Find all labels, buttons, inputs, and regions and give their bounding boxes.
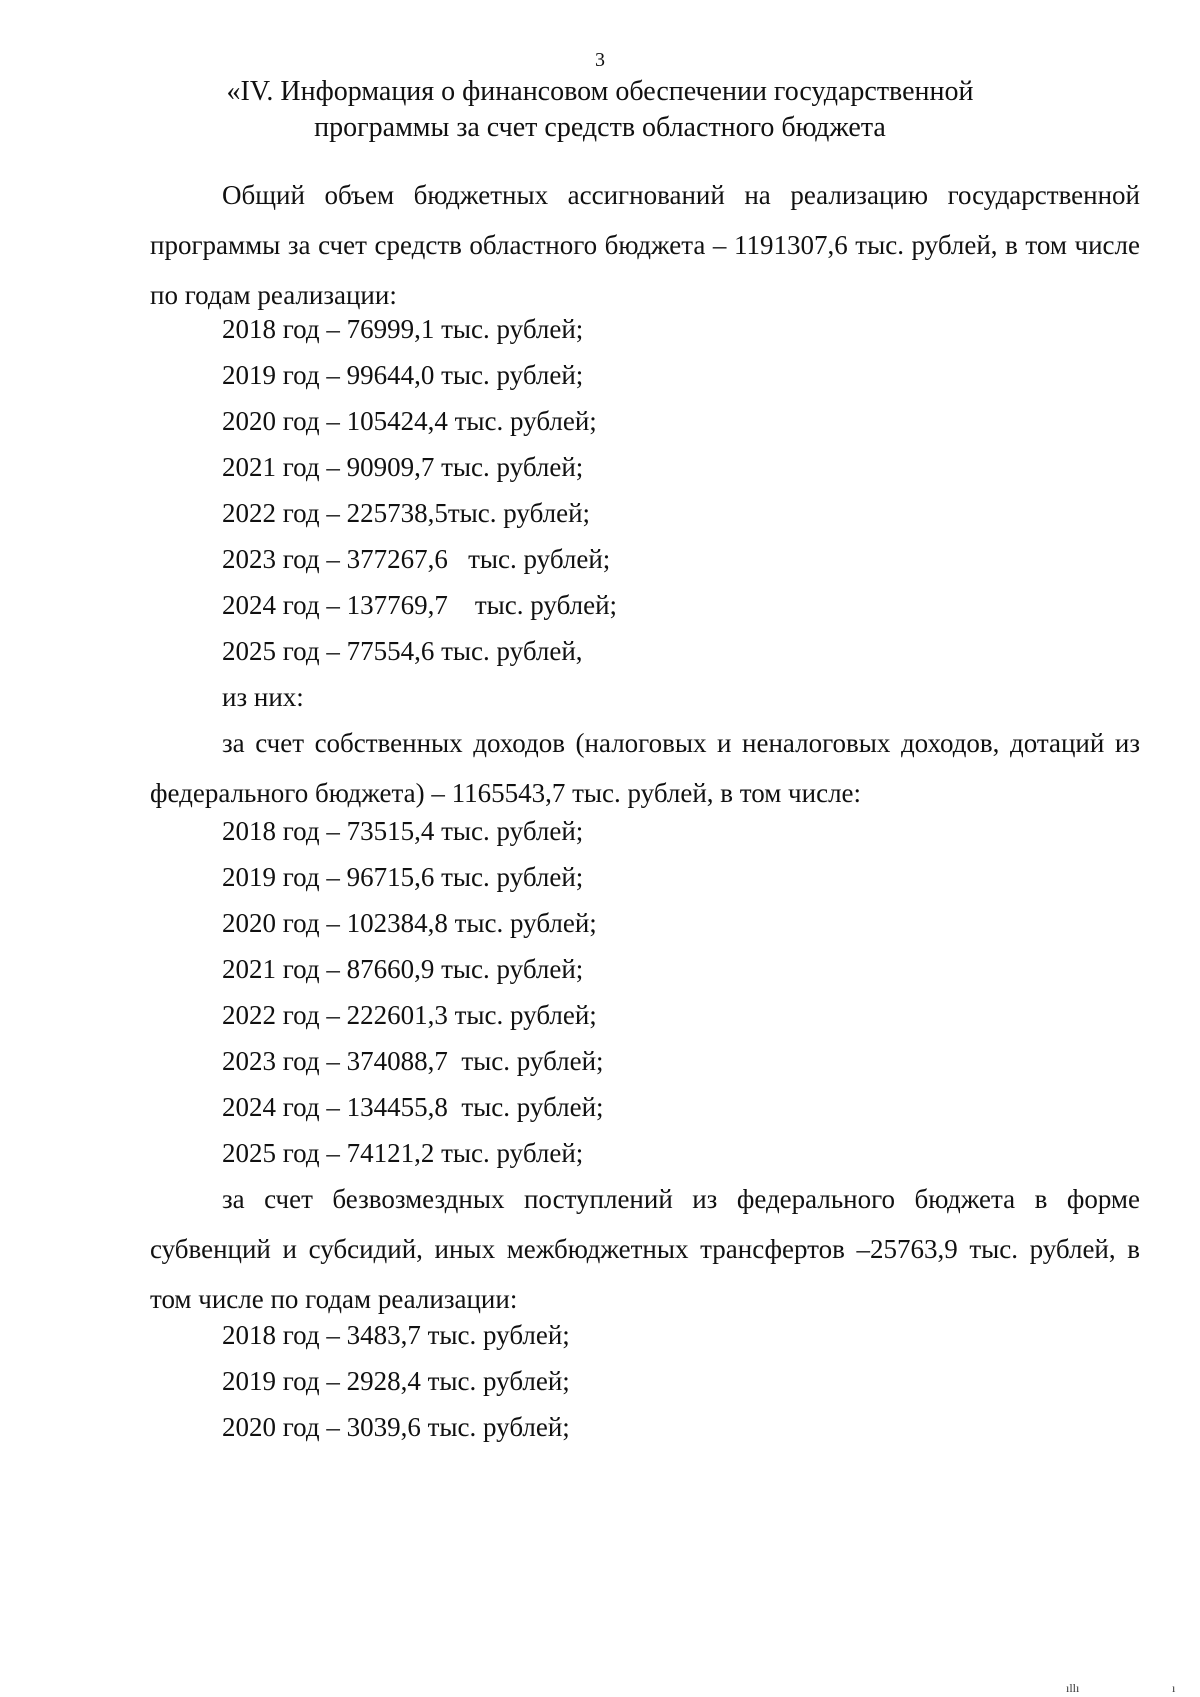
page-number: 3: [595, 49, 605, 71]
of-them-label: из них:: [222, 682, 304, 712]
federal-paragraph: [150, 1174, 1140, 1324]
own-year-2020: 2020 год – 102384,8 тыс. рублей;: [222, 908, 597, 938]
total-year-2019: 2019 год – 99644,0 тыс. рублей;: [222, 360, 584, 390]
section-title-line-1: «IV. Информация о финансовом обеспечении государственной: [226, 76, 974, 107]
intro-text: Общий объем бюджетных ассигнований на реализацию государственной программы за счет средств областного бюджета – 1191307,6 тыс. рублей, в том числе по годам реализации:: [150, 180, 1140, 310]
total-year-2023: 2023 год – 377267,6 тыс. рублей;: [222, 544, 611, 574]
total-year-2021: 2021 год – 90909,7 тыс. рублей;: [222, 452, 584, 482]
scan-artifact-edge: ı: [1172, 1681, 1176, 1695]
own-income-paragraph: [150, 718, 1140, 818]
section-title: [0, 74, 1200, 146]
total-year-2025: 2025 год – 77554,6 тыс. рублей,: [222, 636, 583, 666]
own-year-2018: 2018 год – 73515,4 тыс. рублей;: [222, 816, 584, 846]
own-year-2022: 2022 год – 222601,3 тыс. рублей;: [222, 1000, 597, 1030]
federal-text: за счет безвозмездных поступлений из федерального бюджета в форме субвенций и субсидий, иных межбюджетных трансфертов –25763,9 тыс. рублей, в том числе по годам реализации:: [150, 1184, 1140, 1314]
intro-paragraph: [150, 170, 1140, 320]
federal-year-2020: 2020 год – 3039,6 тыс. рублей;: [222, 1412, 570, 1442]
total-year-2024: 2024 год – 137769,7 тыс. рублей;: [222, 590, 618, 620]
federal-year-2019: 2019 год – 2928,4 тыс. рублей;: [222, 1366, 570, 1396]
total-year-2018: 2018 год – 76999,1 тыс. рублей;: [222, 314, 584, 344]
total-year-2020: 2020 год – 105424,4 тыс. рублей;: [222, 406, 597, 436]
total-year-2022: 2022 год – 225738,5тыс. рублей;: [222, 498, 591, 528]
own-income-text: за счет собственных доходов (налоговых и неналоговых доходов, дотаций из федерального бюджета) – 1165543,7 тыс. рублей, в том числе:: [150, 728, 1140, 808]
own-year-2025: 2025 год – 74121,2 тыс. рублей;: [222, 1138, 584, 1168]
own-year-2019: 2019 год – 96715,6 тыс. рублей;: [222, 862, 584, 892]
section-title-line-2: программы за счет средств областного бюджета: [314, 112, 886, 143]
federal-year-2018: 2018 год – 3483,7 тыс. рублей;: [222, 1320, 570, 1350]
own-year-2023: 2023 год – 374088,7 тыс. рублей;: [222, 1046, 604, 1076]
scan-artifact: ıllı: [1066, 1681, 1080, 1695]
own-year-2021: 2021 год – 87660,9 тыс. рублей;: [222, 954, 584, 984]
own-year-2024: 2024 год – 134455,8 тыс. рублей;: [222, 1092, 604, 1122]
